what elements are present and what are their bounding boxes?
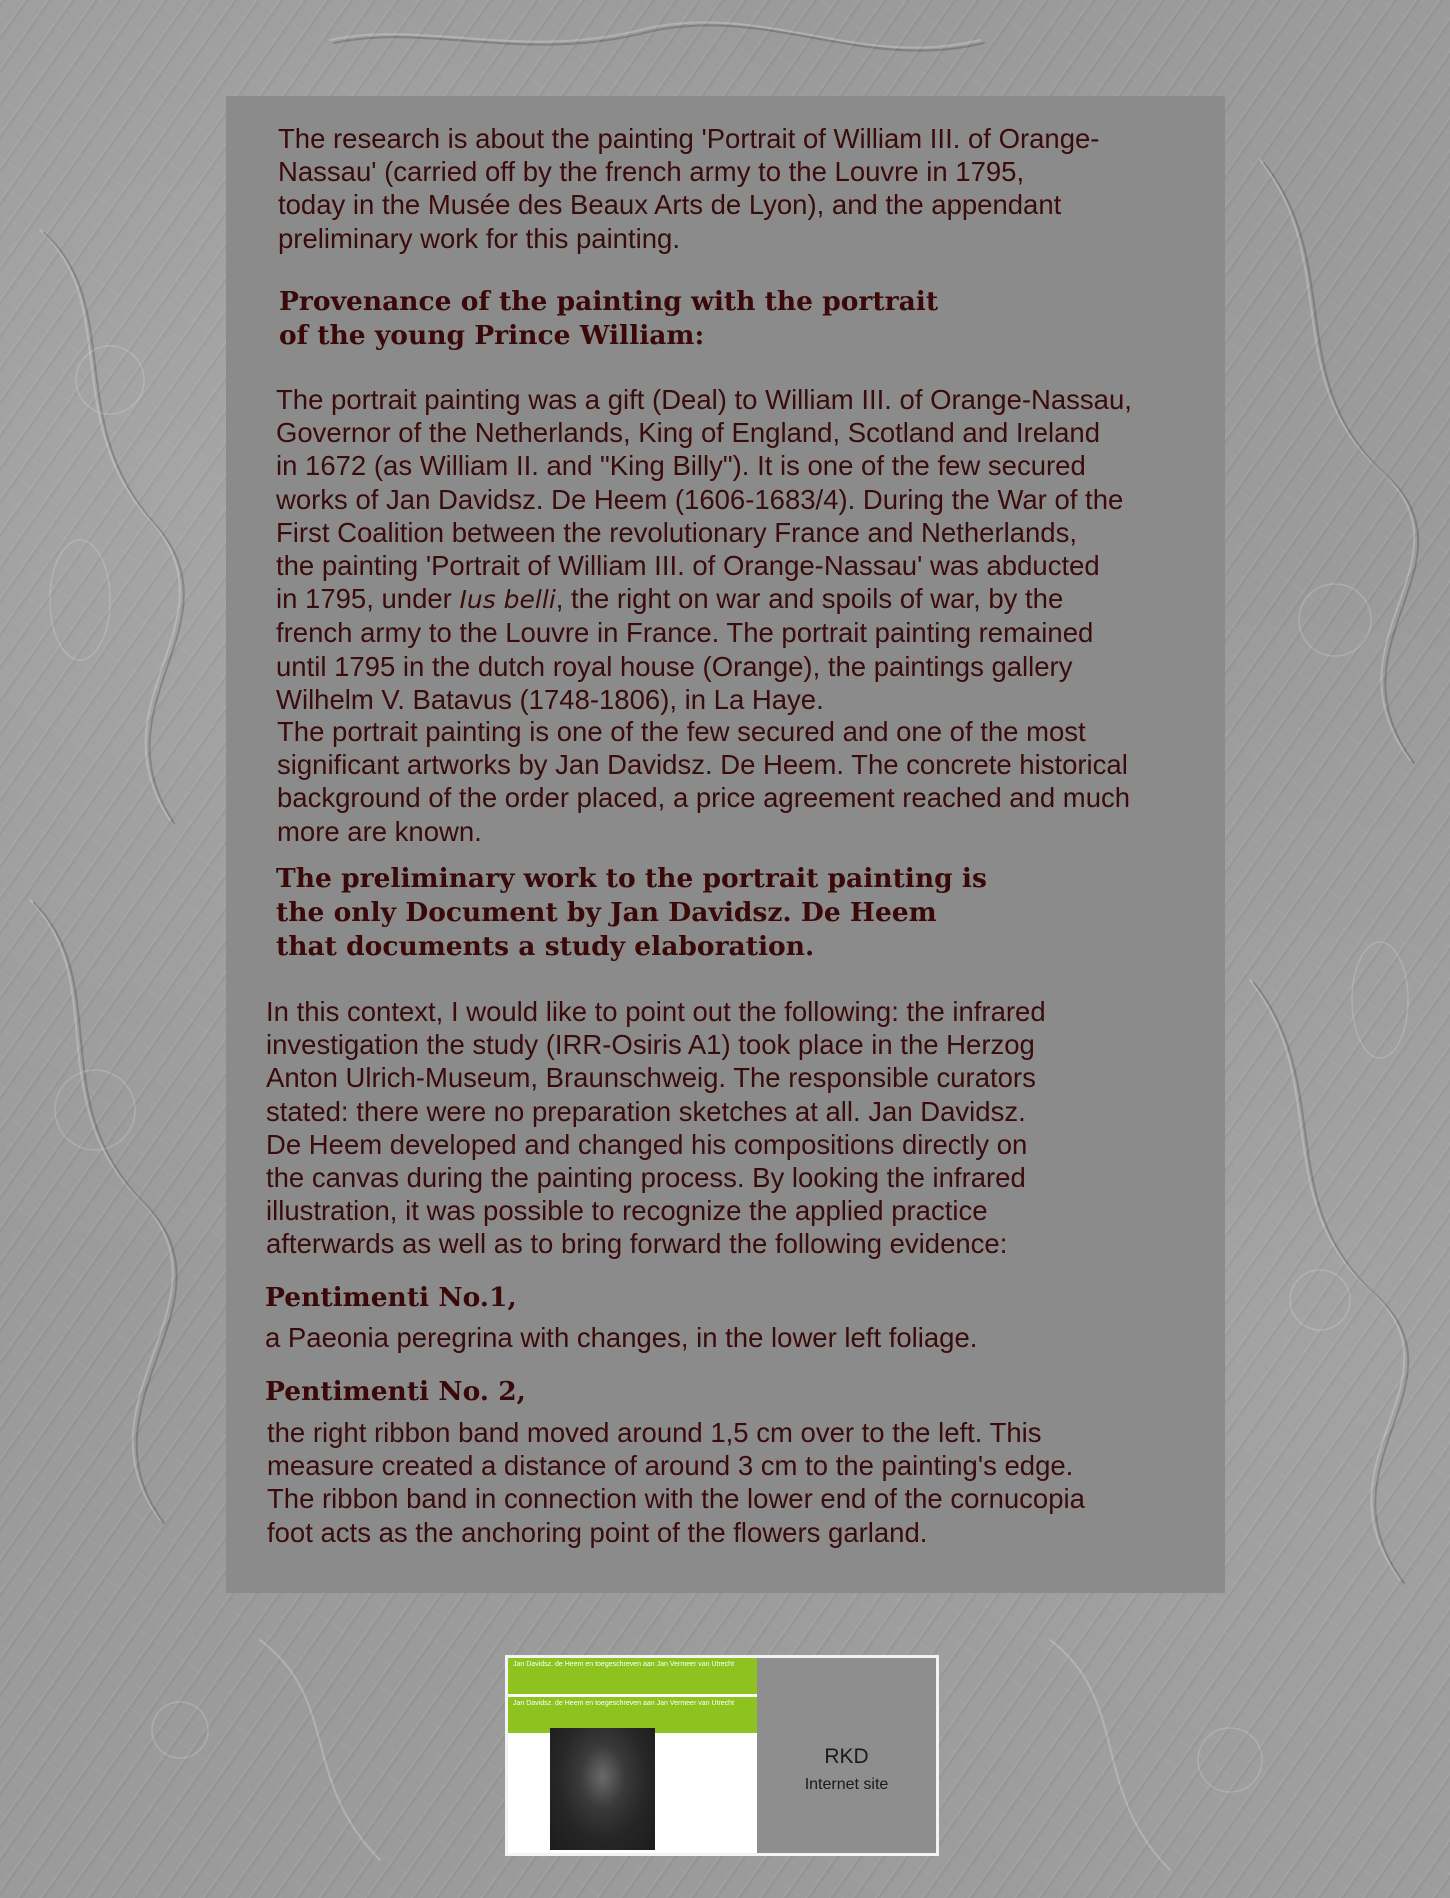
- provenance-text-part-2: , the right on war and spoils of war, by the french army to the Louvre in France. The portrait painting remained until 1795 in the dutch royal house (Orange), the paintings gallery Wilhelm V. Batavus (1748-1806), in La Haye.: [276, 583, 1094, 715]
- pentimenti-1-heading: Pentimenti No.1,: [265, 1282, 517, 1313]
- pentimenti-1-text: a Paeonia peregrina with changes, in the lower left foliage.: [265, 1322, 978, 1353]
- rkd-page-preview: [508, 1658, 757, 1853]
- internet-site-label: Internet site: [804, 1776, 889, 1793]
- provenance-paragraph-1: [276, 383, 1132, 716]
- rkd-label: RKD: [824, 1745, 869, 1768]
- preview-header-title-2: Jan Davidsz. de Heem en toegeschreven aan Jan Vermeer van Utrecht: [513, 1700, 735, 1707]
- preview-header-title-1: Jan Davidsz. de Heem en toegeschreven aan Jan Vermeer van Utrecht: [513, 1661, 735, 1668]
- provenance-text-part-1: The portrait painting was a gift (Deal) to William III. of Orange-Nassau, Governor of the Netherlands, King of England, Scotland and Ireland in 1672 (as William II. and "King Billy"). It is one of the few secured works of Jan Davidsz. De Heem (1606-1683/4). During the War of the First Coalition between the revolutionary France and Netherlands, the painting 'Portrait of William III. of Orange-Nassau' was abducted in 1795, under: [276, 384, 1132, 615]
- preliminary-heading: The preliminary work to the portrait painting is the only Document by Jan Davidsz. De Heem that documents a study elaboration.: [276, 863, 987, 962]
- portrait-painting-thumbnail: [550, 1728, 655, 1850]
- preview-header-bar-1: [508, 1658, 757, 1694]
- intro-paragraph: The research is about the painting 'Portrait of William III. of Orange- Nassau' (carried off by the french army to the Louvre in 1795, today in the Musée des Beaux Arts de Lyon), and the appendant preliminary work for this painting.: [278, 123, 1100, 254]
- pentimenti-2-heading: Pentimenti No. 2,: [265, 1376, 526, 1407]
- preliminary-paragraph: In this context, I would like to point out the following: the infrared investigation the study (IRR-Osiris A1) took place in the Herzog Anton Ulrich-Museum, Braunschweig. The responsible curators stated: there were no preparation sketches at all. Jan Davidsz. De Heem developed and changed his compositions directly on the canvas during the painting process. By looking the infrared illustration, it was possible to recognize the applied practice afterwards as well as to bring forward the following evidence:: [266, 996, 1046, 1260]
- pentimenti-2-text: the right ribbon band moved around 1,5 cm over to the left. This measure created a distance of around 3 cm to the painting's edge. The ribbon band in connection with the lower end of the cornucopia foot acts as the anchoring point of the flowers garland.: [267, 1417, 1085, 1548]
- ius-belli-term: Ius belli: [459, 585, 556, 615]
- provenance-paragraph-2: The portrait painting is one of the few secured and one of the most significant artworks by Jan Davidsz. De Heem. The concrete historical background of the order placed, a price agreement reached and much more are known.: [277, 716, 1131, 847]
- provenance-heading: Provenance of the painting with the portrait of the young Prince William:: [279, 286, 939, 351]
- rkd-link-thumbnail[interactable]: [505, 1655, 939, 1856]
